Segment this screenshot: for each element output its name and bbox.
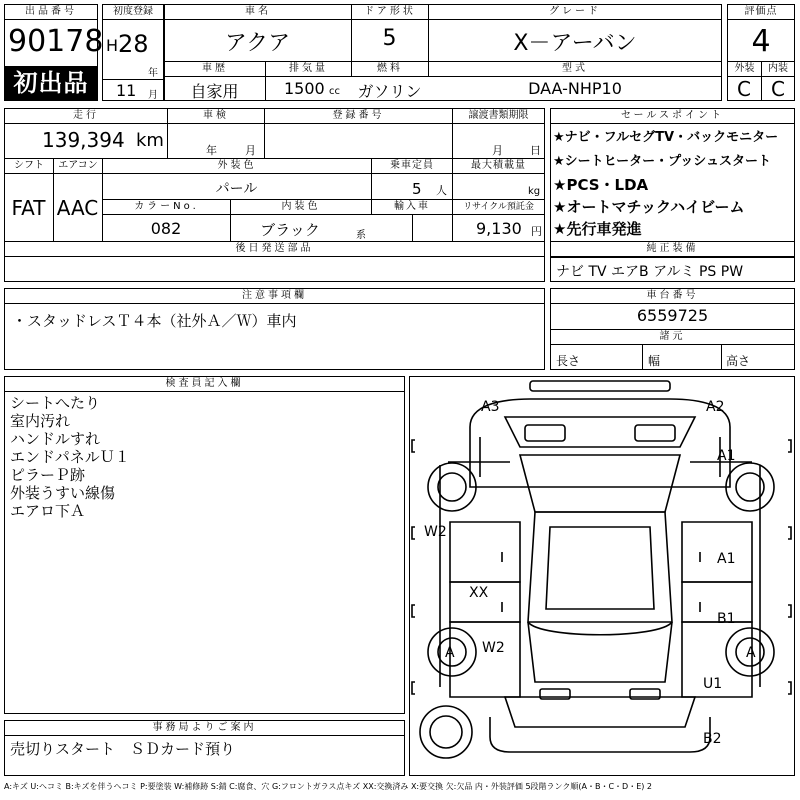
inspector-note: シートへたり [10, 394, 101, 412]
genuine-equipment-value: ナビ TV エアB アルミ PS PW [556, 264, 744, 280]
history-value: 自家用 [190, 82, 239, 101]
sales-points-header: セールスポイント [550, 108, 795, 124]
diagram-mark-a3: A3 [481, 399, 500, 415]
diagram-mark-a2: A2 [706, 399, 725, 415]
capacity-header: 乗車定員 [371, 158, 453, 174]
inspector-note: エアロ下Ａ [10, 502, 86, 520]
chassis-number-value: 6559725 [636, 306, 709, 325]
first-listing-label: 初出品 [13, 69, 89, 97]
transfer-doc-header: 譲渡書類期限 [452, 108, 545, 124]
diagram-mark-a1-top: A1 [717, 448, 736, 464]
first-reg-header: 初度登録 [102, 4, 164, 20]
transfer-day-unit: 日 [530, 144, 541, 157]
displacement-header: 排気量 [265, 61, 352, 77]
diagram-mark-u1: U1 [703, 676, 723, 692]
door-type-header: ドア形状 [351, 4, 429, 20]
sales-point: ★PCS・LDA [553, 176, 649, 194]
diagram-mark-b1: B1 [717, 611, 736, 627]
interior-color-header: 内装色 [230, 199, 372, 215]
grade-value: X－アーバン [513, 31, 637, 56]
inspection-year-unit: 年 [206, 144, 217, 157]
sales-point: ★先行車発進 [553, 220, 642, 238]
first-reg-month-unit: 月 [148, 90, 158, 101]
car-name: アクア [224, 31, 291, 56]
transfer-month-unit: 月 [492, 144, 503, 157]
model-code-value: DAA-NHP10 [528, 79, 622, 98]
lot-number-header: 出品番号 [4, 4, 98, 20]
first-reg-era: H [106, 36, 119, 55]
shift-header: シフト [4, 158, 54, 174]
diagram-mark-w2-lower: W2 [482, 640, 505, 656]
notes-header: 注意事項欄 [4, 288, 545, 304]
diagram-mark-tire-right: A [746, 645, 756, 661]
diagram-mark-w2-left: W2 [424, 524, 447, 540]
diagram-mark-xx: XX [469, 585, 489, 601]
first-reg-year: 28 [118, 30, 149, 58]
recycle-fee-value: 9,130 [476, 219, 522, 238]
inspector-note: 外装うすい線傷 [10, 484, 116, 502]
aircon-value: AAC [56, 196, 99, 220]
dim-length-label: 長さ [556, 354, 581, 368]
later-parts-header: 後日発送部品 [4, 241, 545, 257]
recycle-fee-header: リサイクル預託金 [452, 199, 545, 215]
legend-text: A:キズ U:ヘコミ B:キズを伴うヘコミ P:要塗装 W:補修跡 S:錆 C:腐食、穴 G:フロントガラス点キズ XX:交換済み X:要交換 欠:欠品 内・外装評価 5段階ランク順(A・B・C・D・E) 2 [4, 782, 653, 791]
displacement-unit: cc [329, 86, 340, 97]
diagram-mark-tire-left: A [445, 645, 455, 661]
office-notes-header: 事務局よりご案内 [4, 720, 405, 736]
grade-header: グレード [428, 4, 722, 20]
interior-color-suffix: 系 [356, 230, 366, 241]
interior-color-value: ブラック [260, 221, 320, 239]
dimensions-header: 諸元 [550, 329, 795, 345]
car-diagram [410, 377, 794, 775]
first-reg-month: 11 [116, 81, 137, 100]
inspection-month-unit: 月 [245, 144, 256, 157]
exterior-header: 外装 [727, 61, 762, 77]
mileage-value: 139,394 [42, 128, 125, 152]
capacity-value: 5 [412, 180, 422, 198]
interior-header: 内装 [761, 61, 795, 77]
max-load-header: 最大積載量 [452, 158, 545, 174]
sales-point: ★シートヒーター・プッシュスタート [553, 154, 771, 169]
sales-point: ★オートマチックハイビーム [553, 198, 745, 216]
car-name-header: 車名 [164, 4, 352, 20]
score-value: 4 [751, 24, 771, 59]
inspector-note: ハンドルすれ [10, 430, 101, 448]
aircon-header: エアコン [53, 158, 103, 174]
shift-value: FAT [11, 196, 46, 220]
max-load-unit: kg [528, 186, 541, 197]
capacity-unit: 人 [436, 184, 447, 197]
score-header: 評価点 [727, 4, 795, 20]
exterior-grade: C [737, 77, 751, 101]
exterior-color-value: パール [215, 181, 258, 197]
inspector-note: ピラーＰ跡 [10, 466, 86, 484]
inspector-note: エンドパネルＵ１ [10, 448, 130, 466]
lot-number: 90178 [8, 24, 104, 59]
import-car-header: 輸入車 [371, 199, 453, 215]
color-no-header: カラーNo. [102, 199, 231, 215]
sales-point: ★ナビ・フルセグTV・バックモニター [553, 130, 779, 145]
inspection-header: 車検 [167, 108, 265, 124]
notes-value: ・スタッドレスＴ４本（社外Ａ／Ｗ）車内 [12, 312, 297, 330]
color-no-value: 082 [150, 219, 182, 238]
fuel-header: 燃料 [351, 61, 429, 77]
mileage-unit: km [136, 130, 164, 151]
office-notes-value: 売切りスタート ＳＤカード預り [10, 740, 236, 758]
displacement-value: 1500 [284, 79, 325, 98]
recycle-fee-unit: 円 [531, 225, 542, 238]
door-count: 5 [382, 26, 397, 51]
diagram-mark-b2: B2 [703, 731, 722, 747]
inspector-notes-header: 検査員記入欄 [4, 376, 405, 392]
exterior-color-header: 外装色 [102, 158, 372, 174]
model-code-header: 型式 [428, 61, 722, 77]
inspector-note: 室内汚れ [10, 412, 71, 430]
first-reg-year-unit: 年 [148, 68, 158, 79]
dim-height-label: 高さ [726, 354, 751, 368]
inspector-notes-list [10, 394, 130, 520]
genuine-equipment-header: 純正装備 [550, 241, 795, 257]
history-header: 車歴 [164, 61, 266, 77]
chassis-number-header: 車台番号 [550, 288, 795, 304]
interior-grade: C [771, 77, 785, 101]
diagram-mark-a1-mid: A1 [717, 551, 736, 567]
reg-number-header: 登録番号 [264, 108, 453, 124]
fuel-value: ガソリン [357, 82, 422, 101]
dim-width-label: 幅 [648, 354, 661, 368]
mileage-header: 走行 [4, 108, 168, 124]
